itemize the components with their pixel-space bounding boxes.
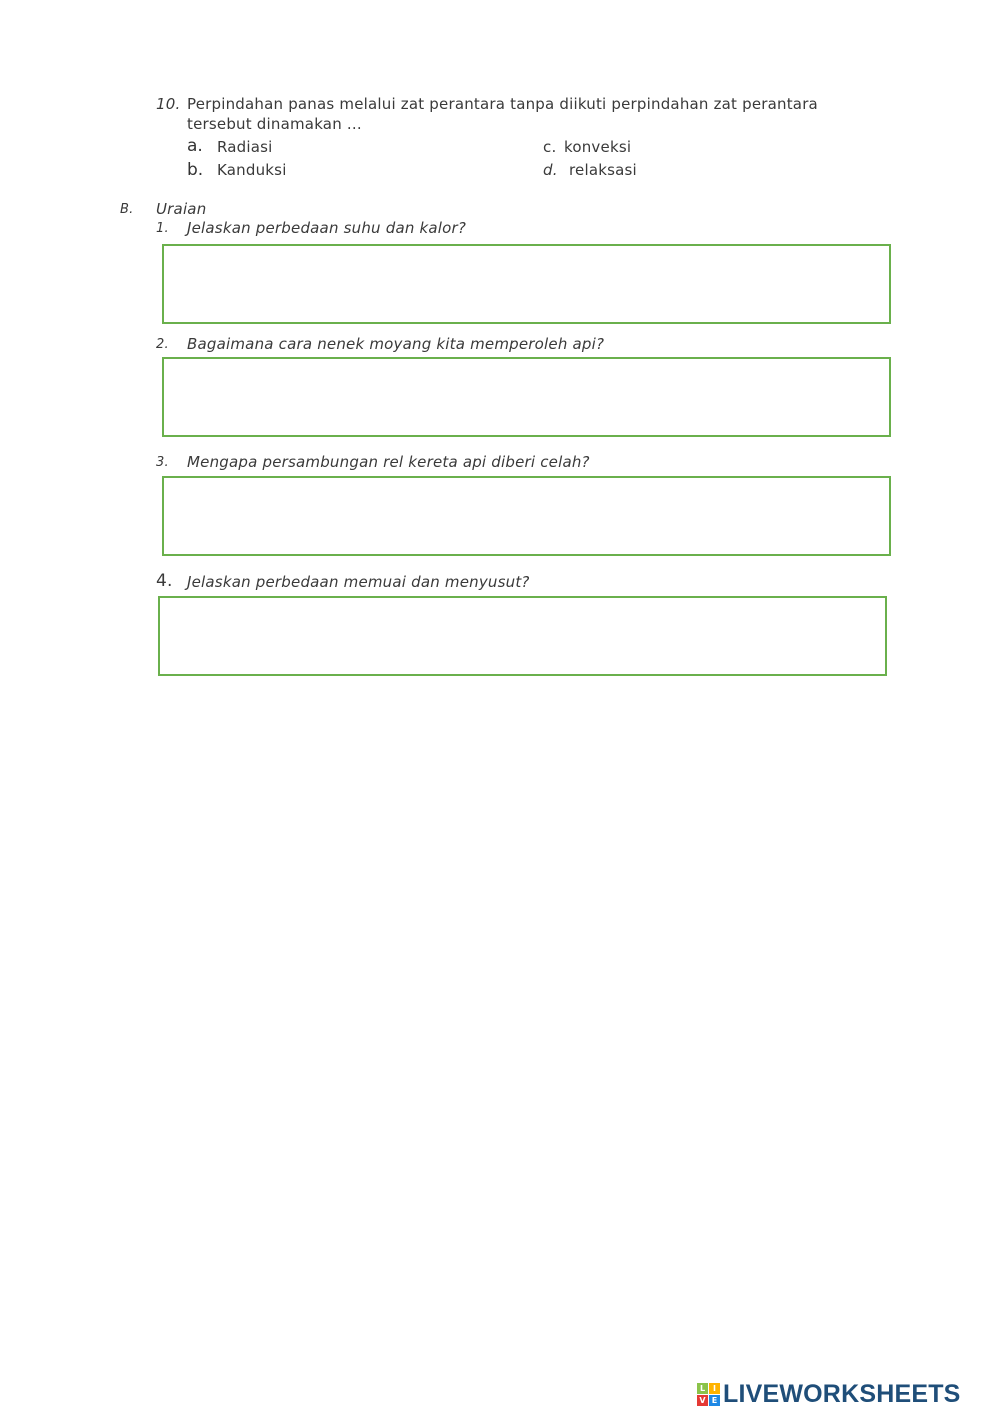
liveworksheets-logo [697,1380,961,1408]
logo-tile-e: E [709,1395,720,1406]
question-10-number: 10. [156,95,181,113]
answer-box-4[interactable] [158,596,887,676]
essay-3-number: 3. [156,455,169,470]
option-d-letter: d. [543,161,558,179]
answer-box-2[interactable] [162,357,891,437]
option-c-text: konveksi [564,138,632,156]
section-b-title: Uraian [156,200,207,218]
answer-box-1[interactable] [162,244,891,324]
option-b-text: Kanduksi [217,161,287,179]
essay-4-text: Jelaskan perbedaan memuai dan menyusut? [187,573,530,591]
option-a-letter: a. [187,136,203,156]
answer-box-3[interactable] [162,476,891,556]
answer-input-4[interactable] [160,598,885,674]
essay-4-number: 4. [156,571,173,591]
section-b-letter: B. [120,202,134,217]
logo-tile-l: L [697,1383,708,1394]
option-b-letter: b. [187,160,204,180]
logo-tile-i: I [709,1383,720,1394]
question-10-text-line1: Perpindahan panas melalui zat perantara tanpa diikuti perpindahan zat perantara [187,95,818,113]
essay-3-text: Mengapa persambungan rel kereta api diberi celah? [187,453,590,471]
option-d-text: relaksasi [569,161,637,179]
essay-1-text: Jelaskan perbedaan suhu dan kalor? [187,219,467,237]
question-10-text-line2: tersebut dinamakan ... [187,115,362,133]
option-c-letter: c. [543,138,557,156]
essay-1-number: 1. [156,221,169,236]
answer-input-2[interactable] [164,359,889,435]
answer-input-1[interactable] [164,246,889,322]
option-a-text: Radiasi [217,138,273,156]
logo-tile-v: V [697,1395,708,1406]
essay-2-number: 2. [156,337,169,352]
answer-input-3[interactable] [164,478,889,554]
liveworksheets-icon [697,1383,720,1406]
liveworksheets-brand-text: LIVEWORKSHEETS [723,1379,961,1408]
essay-2-text: Bagaimana cara nenek moyang kita memperoleh api? [187,335,605,353]
